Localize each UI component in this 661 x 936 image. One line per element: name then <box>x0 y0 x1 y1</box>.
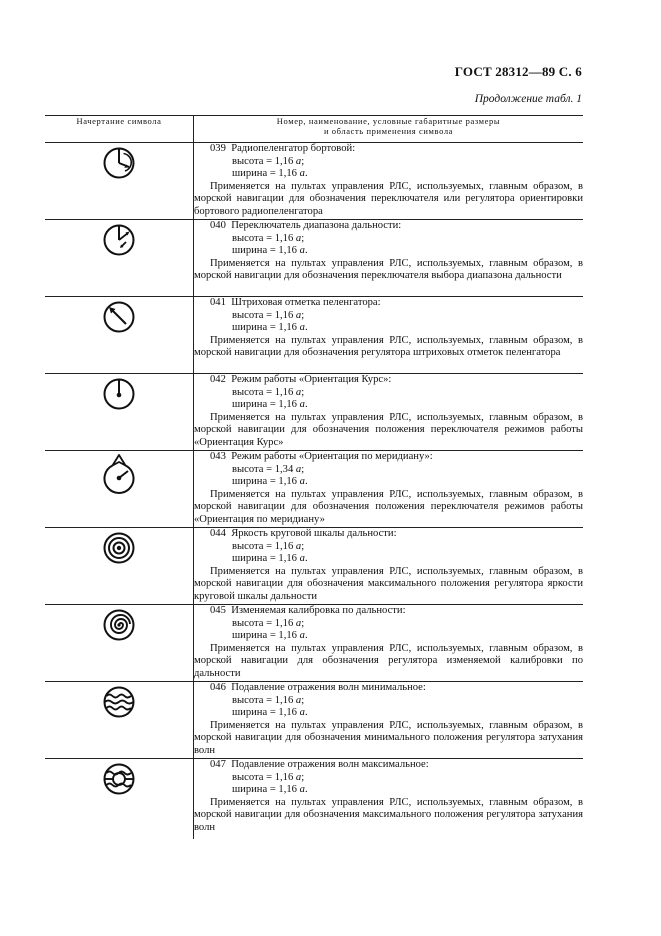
symbol-height: высота = 1,16 <box>232 232 294 244</box>
table-row: 046 Подавление отражения волн минимальное: высота = 1,16 a; ширина = 1,16 a. Применяется на пультах управления РЛС, используемых, главным образом, в морской навигации для обозначения минимального положения регулятора затухания волн <box>45 682 583 759</box>
range-switch-icon <box>99 220 139 260</box>
table-row: 042 Режим работы «Ориентация Курс»: высота = 1,16 a; ширина = 1,16 a. Применяется на пультах управления РЛС, используемых, главным образом, в морской навигации для обозначения положения переключателя режимов работы «Ориентация Курс» <box>45 374 583 451</box>
symbol-title: Штриховая отметка пеленгатора: <box>231 297 381 308</box>
symbol-number: 042 <box>210 374 226 385</box>
symbol-application: Применяется на пультах управления РЛС, используемых, главным образом, в морской навигации для обозначения регулятора штриховых отметок пеленгатора <box>194 334 583 359</box>
col-header-symbol: Начертание символа <box>45 116 194 143</box>
symbol-application: Применяется на пультах управления РЛС, используемых, главным образом, в морской навигации для обозначения переключателя выбора диапазона дальности <box>194 257 583 282</box>
symbol-width: ширина = 1,16 <box>232 476 297 488</box>
symbol-height: высота = 1,16 <box>232 155 294 167</box>
symbol-number: 046 <box>210 682 226 693</box>
table-continuation-label: Продолжение табл. 1 <box>474 93 582 105</box>
symbol-application: Применяется на пультах управления РЛС, используемых, главным образом, в морской навигации для обозначения положения переключателя режимов работы «Ориентация по меридиану» <box>194 488 583 525</box>
symbol-width: ширина = 1,16 <box>232 630 297 642</box>
table-row: 040 Переключатель диапазона дальности: высота = 1,16 a; ширина = 1,16 a. Применяется на пультах управления РЛС, используемых, главным образом, в морской навигации для обозначения переключателя выбора диапазона дальности <box>45 220 583 297</box>
symbol-width: ширина = 1,16 <box>232 245 297 257</box>
symbol-title: Радиопеленгатор бортовой: <box>231 143 356 154</box>
sea-clutter-min-icon <box>99 682 139 722</box>
symbol-number: 043 <box>210 451 226 462</box>
table-row: 041 Штриховая отметка пеленгатора: высота = 1,16 a; ширина = 1,16 a. Применяется на пультах управления РЛС, используемых, главным образом, в морской навигации для обозначения регулятора штриховых отметок пеленгатора <box>45 297 583 374</box>
symbol-application: Применяется на пультах управления РЛС, используемых, главным образом, в морской навигации для обозначения регулятора изменяемой калибровки по дальности <box>194 642 583 679</box>
col-header-line-2: и область применения символа <box>323 126 454 136</box>
north-up-icon <box>97 451 141 497</box>
symbol-application: Применяется на пультах управления РЛС, используемых, главным образом, в морской навигации для обозначения минимального положения регулятора затухания волн <box>194 719 583 756</box>
symbol-number: 047 <box>210 759 226 770</box>
sea-clutter-max-icon <box>99 759 139 799</box>
table-row: 047 Подавление отражения волн максимальное: высота = 1,16 a; ширина = 1,16 a. Применяется на пультах управления РЛС, используемых, главным образом, в морской навигации для обозначения максимального положения регулятора затухания волн <box>45 759 583 839</box>
range-rings-brightness-icon <box>99 528 139 568</box>
table-row: 039 Радиопеленгатор бортовой: высота = 1,16 a; ширина = 1,16 a. Применяется на пультах управления РЛС, используемых, главным образом, в морской навигации для обозначения переключателя или регулятора ориентировки бортового радиопеленгатора <box>45 143 583 220</box>
symbol-title: Режим работы «Ориентация по меридиану»: <box>231 451 433 462</box>
symbol-height: высота = 1,16 <box>232 386 294 398</box>
variable-range-spiral-icon <box>99 605 139 645</box>
symbol-width: ширина = 1,16 <box>232 784 297 796</box>
symbol-application: Применяется на пультах управления РЛС, используемых, главным образом, в морской навигации для обозначения максимального положения регулятора затухания волн <box>194 796 583 833</box>
symbol-width: ширина = 1,16 <box>232 707 297 719</box>
symbol-width: ширина = 1,16 <box>232 399 297 411</box>
symbol-title: Переключатель диапазона дальности: <box>231 220 402 231</box>
symbol-application: Применяется на пультах управления РЛС, используемых, главным образом, в морской навигации для обозначения переключателя или регулятора ориентировки бортового радиопеленгатора <box>194 180 583 217</box>
table-row: 045 Изменяемая калибровка по дальности: высота = 1,16 a; ширина = 1,16 a. Применяется на пультах управления РЛС, используемых, главным образом, в морской навигации для обозначения регулятора изменяемой калибровки по дальности <box>45 605 583 682</box>
symbol-height: высота = 1,16 <box>232 771 294 783</box>
symbol-title: Яркость круговой шкалы дальности: <box>231 528 397 539</box>
symbol-number: 039 <box>210 143 226 154</box>
symbol-title: Изменяемая калибровка по дальности: <box>231 605 406 616</box>
symbol-number: 041 <box>210 297 226 308</box>
symbol-application: Применяется на пультах управления РЛС, используемых, главным образом, в морской навигации для обозначения максимального положения регулятора яркости круговой шкалы дальности <box>194 565 583 602</box>
radio-direction-finder-icon <box>99 143 139 183</box>
symbol-height: высота = 1,16 <box>232 694 294 706</box>
table-row: 043 Режим работы «Ориентация по меридиану»: высота = 1,34 a; ширина = 1,16 a. Применяется на пультах управления РЛС, используемых, главным образом, в морской навигации для обозначения положения переключателя режимов работы «Ориентация по меридиану» <box>45 451 583 528</box>
symbol-number: 045 <box>210 605 226 616</box>
symbol-title: Подавление отражения волн минимальное: <box>231 682 426 693</box>
symbol-title: Подавление отражения волн максимальное: <box>231 759 429 770</box>
symbol-height: высота = 1,16 <box>232 617 294 629</box>
col-header-description <box>194 116 584 143</box>
symbol-application: Применяется на пультах управления РЛС, используемых, главным образом, в морской навигации для обозначения положения переключателя режимов работы «Ориентация Курс» <box>194 411 583 448</box>
col-header-line-1: Номер, наименование, условные габаритные размеры <box>276 116 501 126</box>
symbol-height: высота = 1,16 <box>232 309 294 321</box>
standard-header: ГОСТ 28312—89 С. 6 <box>454 64 582 79</box>
table-row: 044 Яркость круговой шкалы дальности: высота = 1,16 a; ширина = 1,16 a. Применяется на пультах управления РЛС, используемых, главным образом, в морской навигации для обозначения максимального положения регулятора яркости круговой шкалы дальности <box>45 528 583 605</box>
symbol-number: 044 <box>210 528 226 539</box>
bearing-marker-icon <box>99 297 139 337</box>
symbols-table <box>45 115 583 839</box>
symbol-width: ширина = 1,16 <box>232 168 297 180</box>
symbol-number: 040 <box>210 220 226 231</box>
symbol-width: ширина = 1,16 <box>232 553 297 565</box>
symbol-title: Режим работы «Ориентация Курс»: <box>231 374 392 385</box>
symbol-height: высота = 1,16 <box>232 540 294 552</box>
symbol-height: высота = 1,34 <box>232 463 294 475</box>
heading-up-icon <box>99 374 139 414</box>
symbol-width: ширина = 1,16 <box>232 322 297 334</box>
